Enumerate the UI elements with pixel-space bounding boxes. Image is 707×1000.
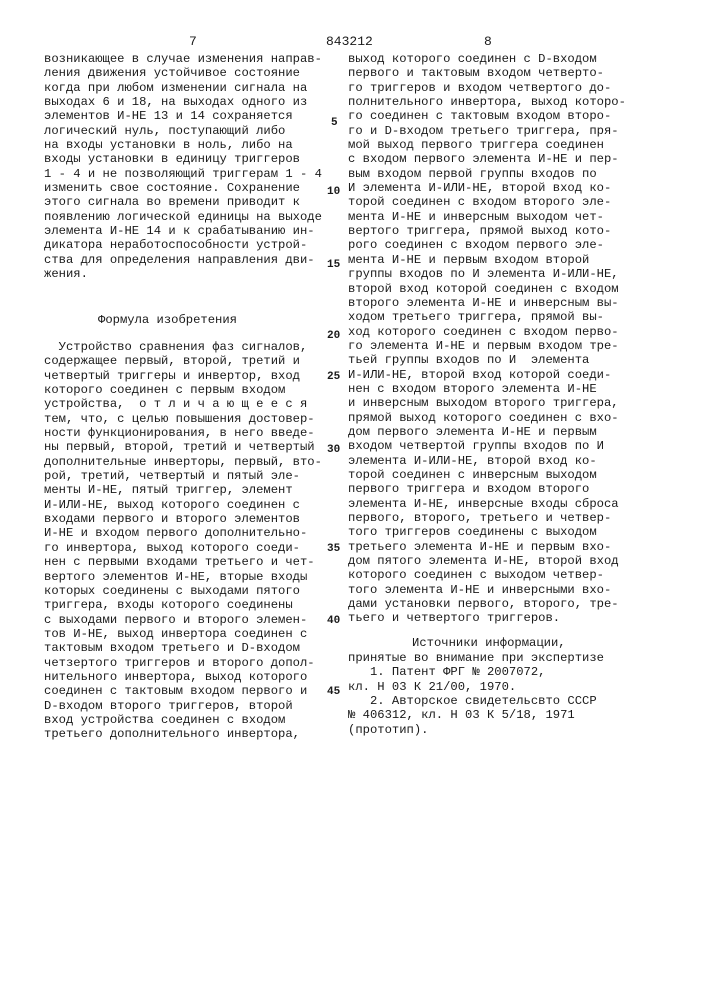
text-line: ны первый, второй, третий и четвертый (44, 440, 322, 454)
claims-text-continued (348, 52, 626, 626)
text-line: тьей группы входов по И элемента (348, 353, 626, 367)
text-line: входом четвертой группы входов по И (348, 439, 626, 453)
sources-heading: Источники информации, (412, 636, 566, 650)
text-line: рой, третий, четвертый и пятый эле- (44, 469, 322, 483)
text-line: И элемента И-ИЛИ-НЕ, второй вход ко- (348, 181, 626, 195)
text-line: ходом третьего триггера, прямой вы- (348, 310, 626, 324)
text-line: элемента И-НЕ, инверсные входы сброса (348, 497, 626, 511)
text-line: когда при любом изменении сигнала на (44, 81, 322, 95)
text-line: мой выход первого триггера соединен (348, 138, 626, 152)
text-line: торой соединен с входом второго эле- (348, 195, 626, 209)
text-line: вым входом первой группы входов по (348, 167, 626, 181)
text-line: этого сигнала во времени приводит к (44, 195, 322, 209)
line-number: 45 (327, 686, 340, 698)
text-line: которого соединен с первым входом (44, 383, 322, 397)
text-line: которого соединен с выходом четвер- (348, 568, 626, 582)
page-number-right: 8 (484, 34, 492, 49)
text-line: третьего элемента И-НЕ и первым вхо- (348, 540, 626, 554)
text-line: тов И-НЕ, выход инвертора соединен с (44, 627, 322, 641)
text-line: го инвертора, выход которого соеди- (44, 541, 322, 555)
claims-heading: Формула изобретения (98, 313, 237, 327)
text-line: первого триггера и входом второго (348, 482, 626, 496)
text-line: И-ИЛИ-НЕ, выход которого соединен с (44, 498, 322, 512)
text-line: изменить свое состояние. Сохранение (44, 181, 322, 195)
text-line: вертого элементов И-НЕ, вторые входы (44, 570, 322, 584)
description-continuation (44, 52, 322, 282)
text-line: вертого триггера, прямой выход кото- (348, 224, 626, 238)
text-line: дикатора неработоспособности устрой- (44, 238, 322, 252)
text-line: выходах 6 и 18, на выходах одного из (44, 95, 322, 109)
line-number: 40 (327, 615, 340, 627)
text-line: нен с входом второго элемента И-НЕ (348, 382, 626, 396)
text-line: D-входом второго триггеров, второй (44, 699, 322, 713)
sources-list (348, 651, 604, 737)
text-line: второй вход которой соединен с входом (348, 282, 626, 296)
text-line: с выходами первого и второго элемен- (44, 613, 322, 627)
text-line: ства для определения направления дви- (44, 253, 322, 267)
text-line: возникающее в случае изменения направ- (44, 52, 322, 66)
text-line: мента И-НЕ и инверсным выходом чет- (348, 210, 626, 224)
text-line: четзертого триггеров и второго допол- (44, 656, 322, 670)
text-line: вход устройства соединен с входом (44, 713, 322, 727)
text-line: логический нуль, поступающий либо (44, 124, 322, 138)
text-line: дом пятого элемента И-НЕ, второй вход (348, 554, 626, 568)
text-line: И-НЕ и входом первого дополнительно- (44, 526, 322, 540)
text-line: элемента И-НЕ 14 и к срабатыванию ин- (44, 224, 322, 238)
text-line: жения. (44, 267, 322, 281)
text-line: принятые во внимание при экспертизе (348, 651, 604, 665)
text-line: входами первого и второго элементов (44, 512, 322, 526)
text-line: го триггеров и входом четвертого до- (348, 81, 626, 95)
text-line: го элемента И-НЕ и первым входом тре- (348, 339, 626, 353)
text-line: тьего и четвертого триггеров. (348, 611, 626, 625)
text-line: с входом первого элемента И-НЕ и пер- (348, 152, 626, 166)
line-number: 30 (327, 444, 340, 456)
text-line: которых соединены с выходами пятого (44, 584, 322, 598)
line-number: 15 (327, 259, 340, 271)
text-line: группы входов по И элемента И-ИЛИ-НЕ, (348, 267, 626, 281)
text-line: ности функционирования, в него введе- (44, 426, 322, 440)
text-line: Устройство сравнения фаз сигналов, (44, 340, 322, 354)
text-line: ления движения устойчивое состояние (44, 66, 322, 80)
line-number: 25 (327, 371, 340, 383)
text-line: четвертый триггеры и инвертор, вход (44, 369, 322, 383)
text-line: и инверсным выходом второго триггера, (348, 396, 626, 410)
text-line: соединен с тактовым входом первого и (44, 684, 322, 698)
text-line: полнительного инвертора, выход которо- (348, 95, 626, 109)
text-line: нен с первыми входами третьего и чет- (44, 555, 322, 569)
page-number-left: 7 (189, 34, 197, 49)
text-line: нительного инвертора, выход которого (44, 670, 322, 684)
text-line: того триггеров соединены с выходом (348, 525, 626, 539)
text-line: И-ИЛИ-НЕ, второй вход которой соеди- (348, 368, 626, 382)
text-line: элементов И-НЕ 13 и 14 сохраняется (44, 109, 322, 123)
text-line: дами установки первого, второго, тре- (348, 597, 626, 611)
text-line: содержащее первый, второй, третий и (44, 354, 322, 368)
text-line: того элемента И-НЕ и инверсными вхо- (348, 583, 626, 597)
text-line: тем, что, с целью повышения достовер- (44, 412, 322, 426)
text-line: дополнительные инверторы, первый, вто- (44, 455, 322, 469)
text-line: на входы установки в ноль, либо на (44, 138, 322, 152)
text-line: 1 - 4 и не позволяющий триггерам 1 - 4 (44, 167, 322, 181)
text-line: первого и тактовым входом четверто- (348, 66, 626, 80)
text-line: устройства, о т л и ч а ю щ е е с я (44, 397, 322, 411)
text-line: 2. Авторское свидетельсвто СССР (348, 694, 604, 708)
text-line: прямой выход которого соединен с вхо- (348, 411, 626, 425)
text-line: триггера, входы которого соединены (44, 598, 322, 612)
text-line: кл. Н 03 К 21/00, 1970. (348, 680, 604, 694)
line-number: 20 (327, 330, 340, 342)
text-line: (прототип). (348, 723, 604, 737)
text-line: дом первого элемента И-НЕ и первым (348, 425, 626, 439)
text-line: первого, второго, третьего и четвер- (348, 511, 626, 525)
text-line: менты И-НЕ, пятый триггер, элемент (44, 483, 322, 497)
text-line: 1. Патент ФРГ № 2007072, (348, 665, 604, 679)
text-line: тактовым входом третьего и D-входом (44, 641, 322, 655)
text-line: го и D-входом третьего триггера, пря- (348, 124, 626, 138)
text-line: мента И-НЕ и первым входом второй (348, 253, 626, 267)
text-line: входы установки в единицу триггеров (44, 152, 322, 166)
text-line: третьего дополнительного инвертора, (44, 727, 322, 741)
text-line: го соединен с тактовым входом второ- (348, 109, 626, 123)
line-number: 5 (331, 117, 338, 129)
line-number: 10 (327, 186, 340, 198)
text-line: выход которого соединен с D-входом (348, 52, 626, 66)
text-line: № 406312, кл. Н 03 К 5/18, 1971 (348, 708, 604, 722)
line-number: 35 (327, 543, 340, 555)
patent-number: 843212 (326, 34, 373, 49)
text-line: второго элемента И-НЕ и инверсным вы- (348, 296, 626, 310)
text-line: рого соединен с входом первого эле- (348, 238, 626, 252)
text-line: ход которого соединен с входом перво- (348, 325, 626, 339)
text-line: элемента И-ИЛИ-НЕ, второй вход ко- (348, 454, 626, 468)
text-line: появлению логической единицы на выходе (44, 210, 322, 224)
claims-text (44, 340, 322, 742)
text-line: торой соединен с инверсным выходом (348, 468, 626, 482)
